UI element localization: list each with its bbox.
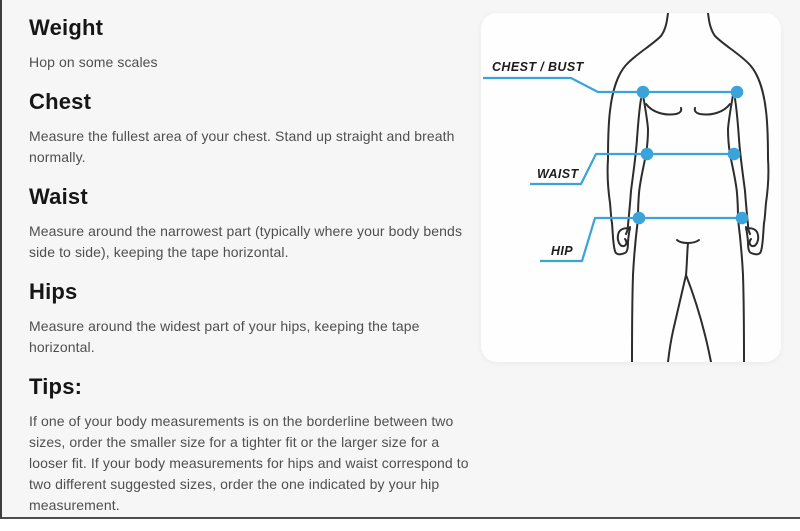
paragraph-line: sizes, order the smaller size for a tighter fit or the larger size for a: [29, 434, 440, 450]
section-waist: [29, 183, 477, 263]
body-outline: [608, 13, 769, 362]
section-chest: [29, 88, 477, 168]
paragraph-line: If one of your body measurements is on the borderline between two: [29, 413, 454, 429]
heading-chest: Chest: [29, 89, 92, 114]
paragraph-line: normally.: [29, 149, 86, 165]
measurement-diagram-card: [481, 13, 781, 362]
section-tips: [29, 373, 477, 516]
section-hips: [29, 278, 477, 358]
paragraph-line: looser fit. If your body measurements for hips and waist correspond to: [29, 455, 469, 471]
inseam-line: [686, 243, 688, 275]
paragraph-line: side to side), keeping the tape horizontal.: [29, 244, 289, 260]
right-inner-leg-outline: [686, 275, 711, 362]
left-torso-leg-outline: [632, 95, 648, 362]
heading-weight: Weight: [29, 15, 104, 40]
paragraph-line: measurement.: [29, 497, 120, 513]
paragraph-line: Hop on some scales: [29, 54, 158, 70]
heading-tips: Tips:: [29, 374, 83, 399]
heading-waist: Waist: [29, 184, 88, 209]
left-inner-leg-outline: [668, 275, 686, 362]
left-pec-outline: [646, 104, 681, 115]
right-pec-outline: [695, 104, 730, 115]
chest-dot-right: [731, 86, 744, 99]
waist-dot-right: [728, 148, 741, 161]
paragraph-line: horizontal.: [29, 339, 95, 355]
waist-dot-left: [641, 148, 654, 161]
measurement-instructions: [29, 14, 477, 531]
body-diagram: [481, 13, 781, 362]
chest-bust-label: CHEST / BUST: [492, 60, 584, 74]
waist-label: WAIST: [537, 167, 579, 181]
paragraph-line: two different suggested sizes, order the one indicated by your hip: [29, 476, 440, 492]
chest-callout-line: [483, 78, 738, 92]
right-torso-leg-outline: [728, 95, 744, 362]
hip-label: HIP: [551, 244, 574, 258]
heading-hips: Hips: [29, 279, 78, 304]
hip-dot-left: [633, 212, 646, 225]
paragraph-line: Measure around the narrowest part (typically where your body bends: [29, 223, 463, 239]
paragraph-line: Measure around the widest part of your hips, keeping the tape: [29, 318, 420, 334]
hip-dot-right: [736, 212, 749, 225]
paragraph-line: Measure the fullest area of your chest. Stand up straight and breath: [29, 128, 455, 144]
chest-dot-left: [637, 86, 650, 99]
section-weight: [29, 14, 477, 73]
